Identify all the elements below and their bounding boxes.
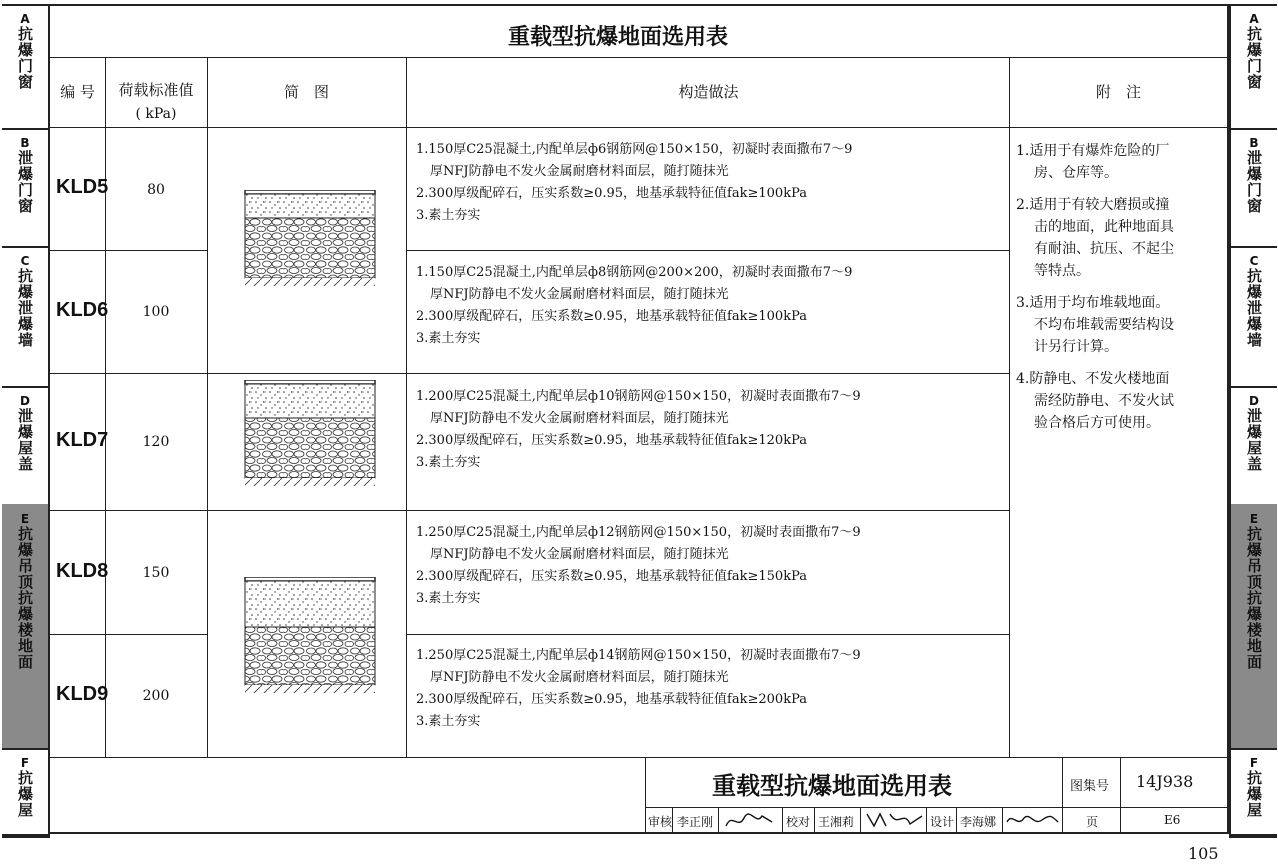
section-tab-letter: F (20, 756, 30, 770)
checker-signature (864, 808, 926, 832)
step-line: 1.150厚C25混凝土,内配单层ф6钢筋网@150×150，初凝时表面撒布7～9 (416, 142, 853, 157)
row-steps (416, 522, 1006, 610)
step-line: 3.素土夯实 (416, 208, 481, 223)
row-load: 120 (142, 434, 170, 450)
tb-line-left (645, 757, 646, 834)
header-sketch: 简 图 (283, 83, 329, 101)
tb-sep (1002, 807, 1003, 834)
soil-layer (245, 685, 375, 693)
check-label: 校对 (786, 815, 811, 829)
row-load: 80 (147, 182, 165, 198)
sketch-kld7 (240, 380, 380, 490)
concrete-layer (245, 581, 375, 627)
section-tab-label: 抗爆屋 (16, 770, 34, 818)
step-line: 厚NFJ防静电不发火金属耐磨材料面层，随打随抹光 (430, 547, 729, 562)
tb-sep (672, 807, 673, 834)
note-line: 1.适用于有爆炸危险的厂 (1016, 143, 1170, 159)
note-line: 需经防静电、不发火试 (1034, 393, 1174, 409)
tb-line-a (1062, 757, 1063, 834)
section-tab-a[interactable] (1231, 4, 1277, 130)
row-steps (416, 386, 1006, 474)
row-code: KLD8 (56, 560, 109, 582)
note-line: 3.适用于均布堆载地面。 (1016, 295, 1170, 311)
section-tab-letter: C (1249, 254, 1259, 268)
step-line: 1.250厚C25混凝土,内配单层ф12钢筋网@150×150，初凝时表面撒布7～9 (416, 525, 861, 540)
reviewer-name: 李正刚 (677, 815, 714, 829)
section-tab-b[interactable] (1231, 128, 1277, 248)
section-tab-f[interactable] (2, 748, 48, 836)
step-line: 2.300厚级配碎石，压实系数≥0.95，地基承载特征值fak≥100kPa (416, 186, 807, 201)
step-line: 3.素土夯实 (416, 455, 481, 470)
step-line: 厚NFJ防静电不发火金属耐磨材料面层，随打随抹光 (430, 411, 729, 426)
section-tab-label: 抗爆吊顶抗爆楼地面 (16, 526, 34, 670)
note-item (1016, 368, 1221, 434)
section-tab-letter: E (20, 512, 30, 526)
step-line: 厚NFJ防静电不发火金属耐磨材料面层，随打随抹光 (430, 670, 729, 685)
footer-title: 重载型抗爆地面选用表 (712, 772, 952, 800)
row-steps (416, 139, 1006, 227)
col-line-3 (406, 57, 407, 757)
step-line: 厚NFJ防静电不发火金属耐磨材料面层，随打随抹光 (430, 164, 729, 179)
step-line: 2.300厚级配碎石，压实系数≥0.95，地基承载特征值fak≥200kPa (416, 692, 807, 707)
section-tab-label: 抗爆吊顶抗爆楼地面 (1245, 526, 1263, 670)
atlas-label: 图集号 (1070, 779, 1110, 794)
notes-column (1016, 140, 1221, 444)
section-tab-letter: E (1249, 512, 1259, 526)
page-number: 105 (1188, 844, 1219, 863)
section-tab-letter: F (1249, 756, 1259, 770)
note-line: 等特点。 (1034, 263, 1090, 279)
row-line-1a (48, 250, 207, 251)
page-label: 页 (1086, 815, 1099, 829)
note-line: 计另行计算。 (1034, 339, 1118, 355)
header-no: 编 号 (60, 83, 95, 101)
title-divider (48, 57, 1229, 58)
tb-sep (782, 807, 783, 834)
section-tab-c[interactable] (2, 246, 48, 388)
concrete-layer (245, 384, 375, 418)
section-tab-label: 抗爆泄爆墙 (1245, 268, 1263, 348)
section-tab-label: 泄爆门窗 (16, 150, 34, 214)
section-tab-b[interactable] (2, 128, 48, 248)
concrete-layer (245, 194, 375, 218)
col-line-4 (1009, 57, 1010, 757)
row-code: KLD9 (56, 683, 109, 705)
step-line: 3.素土夯实 (416, 714, 481, 729)
row-code: KLD7 (56, 429, 109, 451)
surface-layer (245, 577, 375, 581)
soil-layer (245, 278, 375, 286)
surface-layer (245, 190, 375, 194)
row-load: 150 (142, 565, 170, 581)
row-line-4b (406, 634, 1009, 635)
atlas-number: 14J938 (1136, 772, 1194, 791)
row-line-3 (48, 510, 1009, 511)
designer-signature (1004, 808, 1060, 832)
section-tab-label: 抗爆屋 (1245, 770, 1263, 818)
note-line: 房、仓库等。 (1034, 165, 1118, 181)
section-tab-letter: B (1249, 136, 1259, 150)
section-tab-letter: A (1249, 12, 1259, 26)
note-line: 4.防静电、不发火楼地面 (1016, 371, 1170, 387)
section-tab-letter: C (20, 254, 30, 268)
section-tab-f[interactable] (1231, 748, 1277, 836)
gravel-layer (245, 418, 375, 478)
row-code: KLD5 (56, 176, 109, 198)
col-line-1 (105, 57, 106, 757)
section-tab-label: 泄爆屋盖 (16, 408, 34, 472)
header-notes: 附 注 (1095, 83, 1141, 101)
note-line: 不均布堆载需要结构设 (1034, 317, 1174, 333)
section-tab-d[interactable] (1231, 386, 1277, 506)
section-tab-e[interactable] (1231, 504, 1277, 750)
section-tab-c[interactable] (1231, 246, 1277, 388)
page-code: E6 (1164, 813, 1181, 827)
row-line-2 (48, 373, 1009, 374)
row-code: KLD6 (56, 299, 109, 321)
checker-name: 王湘莉 (818, 815, 855, 829)
section-tab-label: 泄爆门窗 (1245, 150, 1263, 214)
section-tab-label: 抗爆泄爆墙 (16, 268, 34, 348)
step-line: 1.250厚C25混凝土,内配单层ф14钢筋网@150×150，初凝时表面撒布7～9 (416, 648, 861, 663)
note-line: 击的地面，此种地面具 (1034, 219, 1174, 235)
section-tab-letter: A (20, 12, 30, 26)
note-item (1016, 140, 1221, 184)
tb-sep (860, 807, 861, 834)
soil-layer (245, 478, 375, 486)
step-line: 2.300厚级配碎石，压实系数≥0.95，地基承载特征值fak≥150kPa (416, 569, 807, 584)
review-label: 审核 (648, 815, 673, 829)
row-load: 100 (142, 304, 170, 320)
row-load: 200 (142, 688, 170, 704)
gravel-layer (245, 627, 375, 685)
tb-sep (814, 807, 815, 834)
header-divider (48, 127, 1229, 128)
note-item (1016, 194, 1221, 282)
surface-layer (245, 380, 375, 384)
step-line: 1.150厚C25混凝土,内配单层ф8钢筋网@200×200，初凝时表面撒布7～9 (416, 265, 853, 280)
section-tab-label: 抗爆门窗 (16, 26, 34, 90)
reviewer-signature (722, 808, 778, 832)
header-load: 荷载标准值 (118, 81, 194, 99)
note-line: 2.适用于有较大磨损或撞 (1016, 197, 1170, 213)
step-line: 2.300厚级配碎石，压实系数≥0.95，地基承载特征值fak≥120kPa (416, 433, 807, 448)
row-steps (416, 262, 1006, 350)
note-line: 验合格后方可使用。 (1034, 415, 1160, 431)
row-steps (416, 645, 1006, 733)
table-title: 重载型抗爆地面选用表 (508, 25, 729, 50)
gravel-layer (245, 218, 375, 278)
step-line: 厚NFJ防静电不发火金属耐磨材料面层，随打随抹光 (430, 287, 729, 302)
section-tab-letter: D (20, 394, 30, 408)
col-line-2 (207, 57, 208, 757)
tb-sep (956, 807, 957, 834)
header-load-unit: ( kPa) (135, 106, 177, 122)
note-line: 有耐油、抗压、不起尘 (1034, 241, 1174, 257)
section-tab-d[interactable] (2, 386, 48, 506)
row-line-4a (48, 634, 207, 635)
design-label: 设计 (930, 815, 955, 829)
table-bottom-line (48, 757, 1229, 758)
header-method: 构造做法 (678, 83, 739, 101)
designer-name: 李海娜 (960, 815, 997, 829)
section-tab-letter: D (1249, 394, 1259, 408)
sketch-kld8-9 (240, 577, 380, 697)
step-line: 3.素土夯实 (416, 331, 481, 346)
section-tab-letter: B (20, 136, 30, 150)
note-item (1016, 292, 1221, 358)
tb-sep (926, 807, 927, 834)
step-line: 1.200厚C25混凝土,内配单层ф10钢筋网@150×150，初凝时表面撒布7～9 (416, 389, 861, 404)
section-tab-label: 抗爆门窗 (1245, 26, 1263, 90)
row-line-1b (406, 250, 1009, 251)
step-line: 2.300厚级配碎石，压实系数≥0.95，地基承载特征值fak≥100kPa (416, 309, 807, 324)
section-tab-label: 泄爆屋盖 (1245, 408, 1263, 472)
tb-line-b (1120, 757, 1121, 834)
section-tab-e[interactable] (2, 504, 48, 750)
tb-sep (718, 807, 719, 834)
sketch-kld5-6 (240, 190, 380, 290)
step-line: 3.素土夯实 (416, 591, 481, 606)
section-tab-a[interactable] (2, 4, 48, 130)
